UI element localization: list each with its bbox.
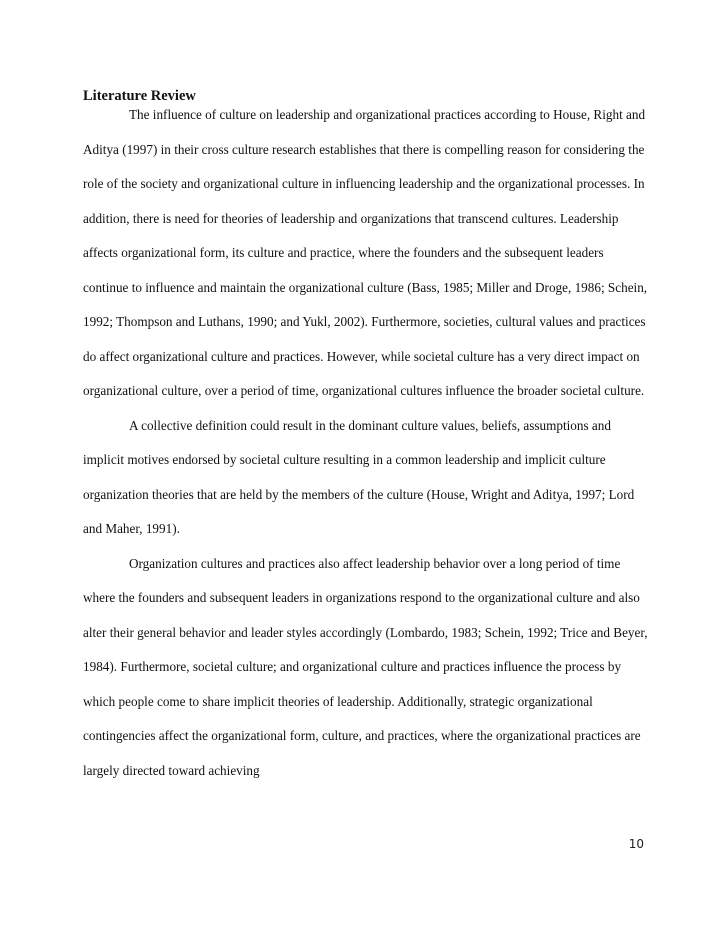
document-body <box>83 86 648 788</box>
section-heading: Literature Review <box>83 88 196 104</box>
page-number: 10 <box>628 837 644 851</box>
paragraph-2: A collective definition could result in the dominant culture values, beliefs, assumptions and implicit motives endorsed by societal culture resulting in a common leadership and implicit culture organization theories that are held by the members of the culture (House, Wright and Aditya, 1997; Lord and Maher, 1991). <box>83 417 635 536</box>
paragraph-3: Organization cultures and practices also affect leadership behavior over a long period of time where the founders and subsequent leaders in organizations respond to the organizational culture and also alter their general behavior and leader styles accordingly (Lombardo, 1983; Schein, 1992; Trice and Beyer, 1984). Furthermore, societal culture; and organizational culture and practices influence the process by which people come to share implicit theories of leadership. Additionally, strategic organizational contingencies affect the organizational form, culture, and practices, where the organizational practices are largely directed toward achieving <box>83 555 648 778</box>
paragraph-1: The influence of culture on leadership and organizational practices according to House, Right and Aditya (1997) in their cross culture research establishes that there is compelling reason for considering the role of the society and organizational culture in influencing leadership and the organizational processes. In addition, there is need for theories of leadership and organizations that transcend cultures. Leadership affects organizational form, its culture and practice, where the founders and the subsequent leaders continue to influence and maintain the organizational culture (Bass, 1985; Miller and Droge, 1986; Schein, 1992; Thompson and Luthans, 1990; and Yukl, 2002). Furthermore, societies, cultural values and practices do affect organizational culture and practices. However, while societal culture has a very direct impact on organizational culture, over a period of time, organizational cultures influence the broader societal culture. <box>83 107 648 398</box>
